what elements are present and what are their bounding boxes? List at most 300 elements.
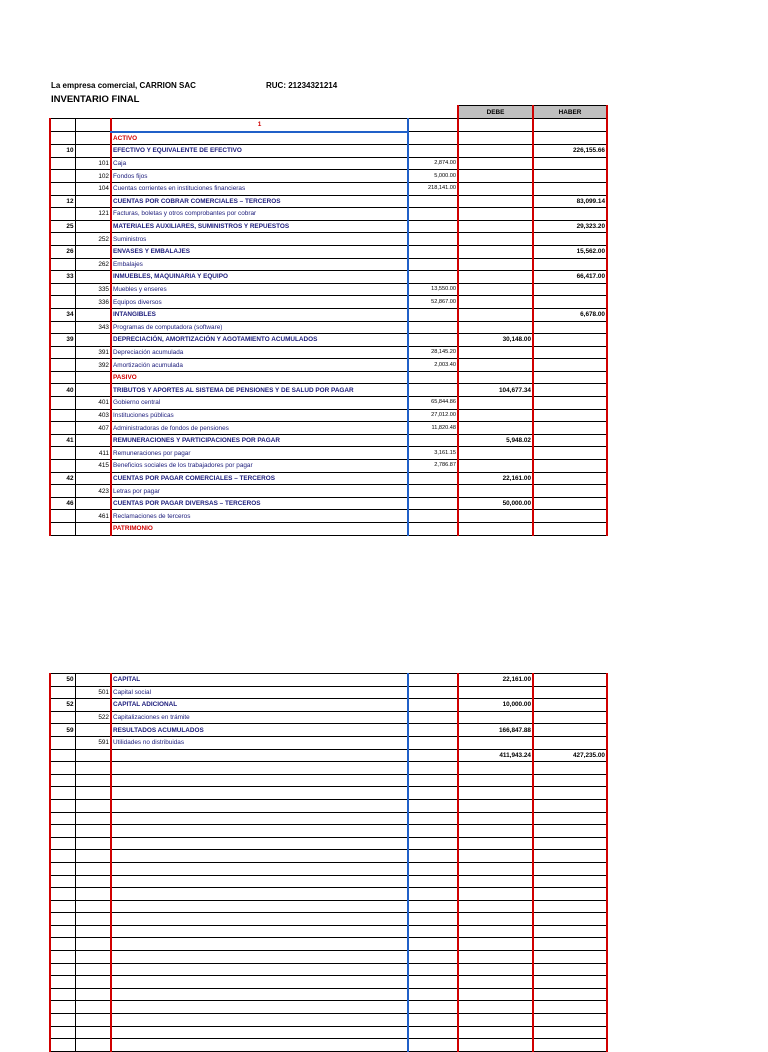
empty-cell [111,1014,408,1027]
empty-cell [75,900,111,913]
section-row [50,132,607,145]
detail-amount: 65,844.86 [408,397,458,410]
account-row [50,271,607,284]
haber-amount [533,686,607,699]
subaccount-row [50,359,607,372]
detail-amount [408,711,458,724]
empty-cell [408,1026,458,1039]
empty-cell [458,951,533,964]
account-description: Capital social [111,686,408,699]
empty-cell [75,925,111,938]
section-row [50,371,607,384]
empty-cell [408,1014,458,1027]
debe-amount [458,170,533,183]
subaccount-code [75,523,111,536]
detail-amount: 5,000.00 [408,170,458,183]
account-code: 50 [50,674,75,687]
empty-cell [408,988,458,1001]
empty-cell [533,787,607,800]
empty-row [50,1039,607,1052]
account-code [50,157,75,170]
account-row [50,699,607,712]
account-description: Capitalizaciones en trámite [111,711,408,724]
detail-amount [408,271,458,284]
subaccount-code: 403 [75,409,111,422]
subaccount-code [75,371,111,384]
empty-cell [111,799,408,812]
empty-cell [408,976,458,989]
account-code [50,258,75,271]
subaccount-row [50,460,607,473]
empty-cell [111,963,408,976]
subaccount-code [75,334,111,347]
empty-cell [533,925,607,938]
debe-amount [458,258,533,271]
empty-cell [75,1001,111,1014]
empty-cell [408,774,458,787]
detail-amount [408,699,458,712]
empty-cell [75,774,111,787]
subaccount-row [50,686,607,699]
account-description: CUENTAS POR PAGAR COMERCIALES – TERCEROS [111,472,408,485]
account-description: PATRIMONIO [111,523,408,536]
empty-cell [458,988,533,1001]
account-code [50,283,75,296]
subaccount-code: 252 [75,233,111,246]
debe-amount [458,182,533,195]
account-description: Instituciones públicas [111,409,408,422]
account-description: CUENTAS POR PAGAR DIVERSAS – TERCEROS [111,497,408,510]
subaccount-row [50,736,607,749]
account-description: Programas de computadora (software) [111,321,408,334]
detail-amount [408,145,458,158]
subaccount-code: 401 [75,397,111,410]
account-row [50,674,607,687]
column-header-row [50,106,607,119]
empty-cell [75,988,111,1001]
account-row [50,472,607,485]
haber-amount [533,460,607,473]
empty-cell [408,951,458,964]
subaccount-row [50,485,607,498]
detail-amount: 3,161.15 [408,447,458,460]
subaccount-row [50,233,607,246]
empty-cell [408,963,458,976]
subaccount-code: 407 [75,422,111,435]
empty-cell [50,762,75,775]
account-row [50,384,607,397]
haber-amount [533,497,607,510]
detail-amount [408,195,458,208]
account-code [50,233,75,246]
detail-amount [408,497,458,510]
empty-cell [458,888,533,901]
empty-cell [75,1039,111,1052]
subaccount-code: 343 [75,321,111,334]
empty-row [50,837,607,850]
debe-amount [458,283,533,296]
empty-row [50,1026,607,1039]
account-code [50,460,75,473]
account-description: Letras por pagar [111,485,408,498]
empty-cell [458,812,533,825]
subaccount-row [50,447,607,460]
account-code: 41 [50,434,75,447]
subaccount-row [50,258,607,271]
account-description: Embalajes [111,258,408,271]
empty-cell [533,837,607,850]
empty-cell [458,1026,533,1039]
empty-cell [533,799,607,812]
subaccount-code: 522 [75,711,111,724]
empty-cell [111,888,408,901]
account-description: Muebles y enseres [111,283,408,296]
empty-cell [111,1026,408,1039]
subaccount-code [75,384,111,397]
haber-amount [533,699,607,712]
subaccount-code [75,132,111,145]
detail-amount [408,736,458,749]
account-code: 52 [50,699,75,712]
debe-amount: 22,161.00 [458,674,533,687]
detail-amount [408,334,458,347]
account-code [50,132,75,145]
account-code [50,447,75,460]
subaccount-row [50,321,607,334]
subaccount-row [50,296,607,309]
debe-amount: 5,948.02 [458,434,533,447]
account-row [50,245,607,258]
empty-cell [50,925,75,938]
account-code [50,749,75,762]
empty-row [50,774,607,787]
empty-cell [533,862,607,875]
empty-cell [75,862,111,875]
empty-cell [50,900,75,913]
haber-header: HABER [533,106,607,119]
empty-cell [408,938,458,951]
haber-amount [533,208,607,221]
subaccount-row [50,170,607,183]
empty-row [50,951,607,964]
account-code: 46 [50,497,75,510]
subaccount-code: 461 [75,510,111,523]
column-number: 1 [111,119,408,132]
haber-amount: 15,562.00 [533,245,607,258]
empty-cell [75,963,111,976]
detail-amount [408,233,458,246]
subaccount-code: 102 [75,170,111,183]
column-number-row [50,119,607,132]
haber-amount [533,711,607,724]
debe-amount [458,245,533,258]
empty-cell [533,963,607,976]
empty-cell [408,862,458,875]
account-description: Suministros [111,233,408,246]
detail-amount [408,384,458,397]
account-description: Beneficios sociales de los trabajadores por pagar [111,460,408,473]
subaccount-row [50,182,607,195]
empty-cell [458,976,533,989]
subaccount-row [50,711,607,724]
subaccount-row [50,510,607,523]
empty-cell [408,875,458,888]
haber-amount [533,233,607,246]
account-description: INMUEBLES, MAQUINARIA Y EQUIPO [111,271,408,284]
empty-cell [408,812,458,825]
account-code: 10 [50,145,75,158]
account-code [50,686,75,699]
subaccount-code [75,497,111,510]
haber-amount [533,132,607,145]
debe-amount [458,510,533,523]
empty-cell [111,862,408,875]
haber-amount [533,422,607,435]
subaccount-code [75,699,111,712]
empty-cell [50,825,75,838]
account-code [50,321,75,334]
haber-amount [533,182,607,195]
haber-amount [533,283,607,296]
subaccount-code [75,472,111,485]
debe-amount [458,145,533,158]
subaccount-code: 415 [75,460,111,473]
haber-amount: 66,417.00 [533,271,607,284]
haber-amount: 226,155.66 [533,145,607,158]
empty-cell [50,774,75,787]
detail-amount: 52,867.00 [408,296,458,309]
empty-cell [533,976,607,989]
subaccount-code: 423 [75,485,111,498]
empty-row [50,812,607,825]
empty-cell [533,888,607,901]
empty-cell [111,825,408,838]
haber-amount: 29,323.20 [533,220,607,233]
debe-amount [458,460,533,473]
debe-amount [458,711,533,724]
empty-row [50,925,607,938]
account-row [50,334,607,347]
empty-cell [533,913,607,926]
empty-cell [50,862,75,875]
account-description: PASIVO [111,371,408,384]
empty-cell [75,875,111,888]
empty-cell [408,837,458,850]
empty-cell [111,774,408,787]
account-description: TRIBUTOS Y APORTES AL SISTEMA DE PENSIONES Y DE SALUD POR PAGAR [111,384,408,397]
account-description: CAPITAL ADICIONAL [111,699,408,712]
empty-cell [50,988,75,1001]
empty-cell [50,963,75,976]
section-row [50,523,607,536]
detail-amount: 2,874.00 [408,157,458,170]
account-code: 12 [50,195,75,208]
empty-row [50,1001,607,1014]
empty-cell [50,1026,75,1039]
debe-amount [458,321,533,334]
empty-cell [75,837,111,850]
detail-amount: 2,003.40 [408,359,458,372]
account-description: Administradoras de fondos de pensiones [111,422,408,435]
debe-amount [458,371,533,384]
empty-cell [458,862,533,875]
empty-cell [50,799,75,812]
account-code [50,736,75,749]
account-description: Caja [111,157,408,170]
haber-amount: 83,099.14 [533,195,607,208]
empty-row [50,1014,607,1027]
debe-amount [458,485,533,498]
empty-cell [50,837,75,850]
empty-cell [111,812,408,825]
empty-cell [111,837,408,850]
empty-cell [458,925,533,938]
empty-row [50,900,607,913]
detail-amount [408,510,458,523]
account-description: ACTIVO [111,132,408,145]
detail-amount [408,220,458,233]
account-code [50,485,75,498]
haber-amount: 6,678.00 [533,308,607,321]
haber-amount [533,170,607,183]
empty-row [50,850,607,863]
subaccount-code [75,271,111,284]
account-description: Fondos fijos [111,170,408,183]
empty-cell [50,1014,75,1027]
empty-cell [111,913,408,926]
debe-amount [458,422,533,435]
detail-amount [408,258,458,271]
debe-amount [458,346,533,359]
subaccount-code: 591 [75,736,111,749]
empty-cell [111,1039,408,1052]
detail-amount: 2,786.87 [408,460,458,473]
debe-amount: 22,161.00 [458,472,533,485]
haber-amount [533,434,607,447]
empty-cell [408,825,458,838]
debe-amount [458,220,533,233]
account-description: MATERIALES AUXILIARES, SUMINISTROS Y REPUESTOS [111,220,408,233]
inventory-table-patrimonio [49,673,608,1052]
debe-amount [458,523,533,536]
empty-cell [75,812,111,825]
empty-cell [408,787,458,800]
empty-cell [533,938,607,951]
account-description: Remuneraciones por pagar [111,447,408,460]
empty-row [50,862,607,875]
subaccount-code: 101 [75,157,111,170]
empty-cell [111,925,408,938]
debe-amount [458,359,533,372]
debe-amount: 30,148.00 [458,334,533,347]
company-name: La empresa comercial, CARRION SAC [51,81,196,90]
empty-cell [533,951,607,964]
empty-cell [75,787,111,800]
empty-cell [533,1039,607,1052]
detail-amount: 27,012.00 [408,409,458,422]
empty-cell [75,1026,111,1039]
empty-cell [111,850,408,863]
subaccount-code [75,434,111,447]
debe-amount: 411,943.24 [458,749,533,762]
debe-amount [458,132,533,145]
account-description: CAPITAL [111,674,408,687]
empty-cell [50,938,75,951]
account-description: INTANGIBLES [111,308,408,321]
subaccount-code [75,220,111,233]
subaccount-code [75,145,111,158]
subaccount-code [75,724,111,737]
debe-amount: 166,847.88 [458,724,533,737]
haber-amount [533,334,607,347]
empty-row [50,913,607,926]
account-code [50,409,75,422]
empty-cell [75,888,111,901]
account-code [50,208,75,221]
empty-cell [75,762,111,775]
haber-amount [533,296,607,309]
account-description: Gobierno central [111,397,408,410]
empty-cell [458,913,533,926]
account-code: 34 [50,308,75,321]
empty-cell [50,787,75,800]
empty-cell [50,812,75,825]
empty-row [50,976,607,989]
ruc-label: RUC: 21234321214 [266,81,338,90]
empty-cell [408,799,458,812]
subaccount-row [50,283,607,296]
detail-amount: 13,550.00 [408,283,458,296]
detail-amount [408,308,458,321]
empty-row [50,938,607,951]
empty-row [50,963,607,976]
account-row [50,195,607,208]
empty-cell [408,1039,458,1052]
debe-amount [458,157,533,170]
account-description: Reclamaciones de terceros [111,510,408,523]
subaccount-row [50,409,607,422]
account-row [50,724,607,737]
debe-amount [458,397,533,410]
account-row [50,220,607,233]
empty-cell [111,951,408,964]
account-description: Cuentas corrientes en instituciones financieras [111,182,408,195]
empty-cell [458,825,533,838]
haber-amount [533,321,607,334]
account-code [50,296,75,309]
haber-amount [533,674,607,687]
subaccount-code: 336 [75,296,111,309]
document-title: INVENTARIO FINAL [51,94,140,105]
debe-amount [458,296,533,309]
inventory-table-activo-pasivo [49,105,608,536]
subaccount-code [75,245,111,258]
empty-cell [533,988,607,1001]
empty-cell [50,1039,75,1052]
empty-cell [458,837,533,850]
detail-amount [408,724,458,737]
empty-cell [111,988,408,1001]
empty-cell [111,787,408,800]
empty-cell [458,963,533,976]
detail-amount [408,132,458,145]
debe-amount [458,208,533,221]
detail-amount [408,472,458,485]
empty-cell [533,825,607,838]
debe-amount [458,447,533,460]
empty-row [50,988,607,1001]
account-code [50,170,75,183]
